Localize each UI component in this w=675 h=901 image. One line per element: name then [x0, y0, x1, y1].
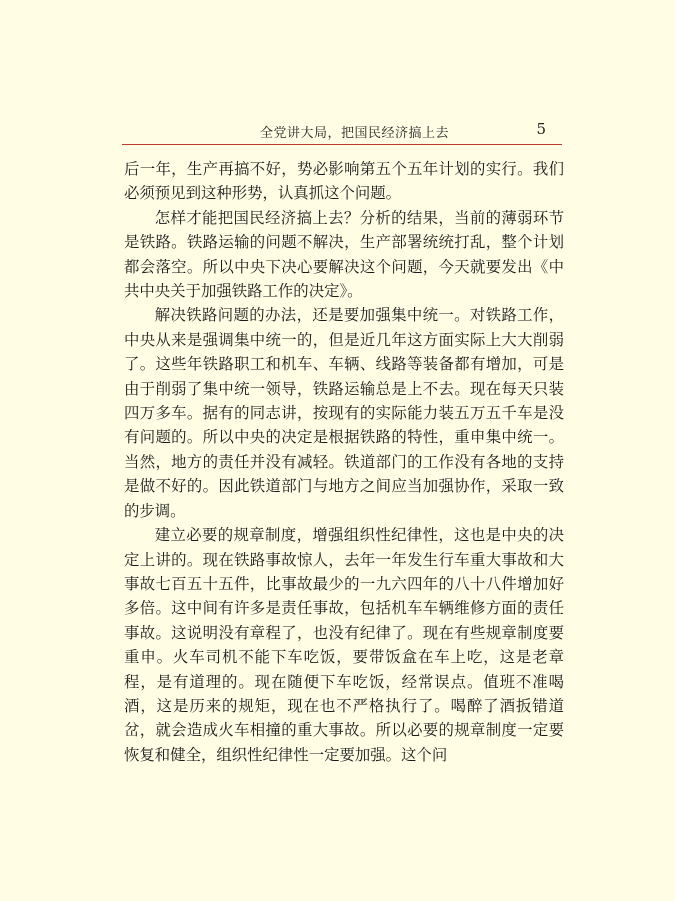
paragraph-continued: 后一年，生产再搞不好，势必影响第五个五年计划的实行。我们必须预见到这种形势，认真抓这个问题。	[124, 160, 564, 203]
paragraph-railway-weak-link: 怎样才能把国民经济搞上去？分析的结果，当前的薄弱环节是铁路。铁路运输的问题不解决，生产部署统统打乱，整个计划都会落空。所以中央下决心要解决这个问题，今天就要发出《中共中央关于加强铁路工作的决定》。	[124, 208, 564, 301]
page-header	[122, 120, 562, 146]
running-header-title: 全党讲大局，把国民经济搞上去	[260, 126, 450, 141]
paragraph-centralized-unity: 解决铁路问题的办法，还是要加强集中统一。对铁路工作，中央从来是强调集中统一的，但是近几年这方面实际上大大削弱了。这些年铁路职工和机车、车辆、线路等装备都有增加，可是由于削弱了集中统一领导，铁路运输总是上不去。现在每天只装四万多车。据有的同志讲，按现有的实际能力装五万五千车是没有问题的。所以中央的决定是根据铁路的特性，重申集中统一。当然，地方的责任并没有减轻。铁道部门的工作没有各地的支持是做不好的。因此铁道部门与地方之间应当加强协作，采取一致的步调。	[124, 306, 564, 520]
header-rule	[122, 144, 562, 145]
page-number: 5	[536, 120, 546, 138]
body-text	[124, 157, 564, 767]
paragraph-rules-discipline: 建立必要的规章制度，增强组织性纪律性，这也是中央的决定上讲的。现在铁路事故惊人，去年一年发生行车重大事故和大事故七百五十五件，比事故最少的一九六四年的八十八件增加好多倍。这中间有许多是责任事故，包括机车车辆维修方面的责任事故。这说明没有章程了，也没有纪律了。现在有些规章制度要重申。火车司机不能下车吃饭，要带饭盒在车上吃，这是老章程，是有道理的。现在随便下车吃饭，经常误点。值班不准喝酒，这是历来的规矩，现在也不严格执行了。喝醉了酒扳错道岔，就会造成火车相撞的重大事故。所以必要的规章制度一定要恢复和健全，组织性纪律性一定要加强。这个问	[124, 526, 564, 764]
